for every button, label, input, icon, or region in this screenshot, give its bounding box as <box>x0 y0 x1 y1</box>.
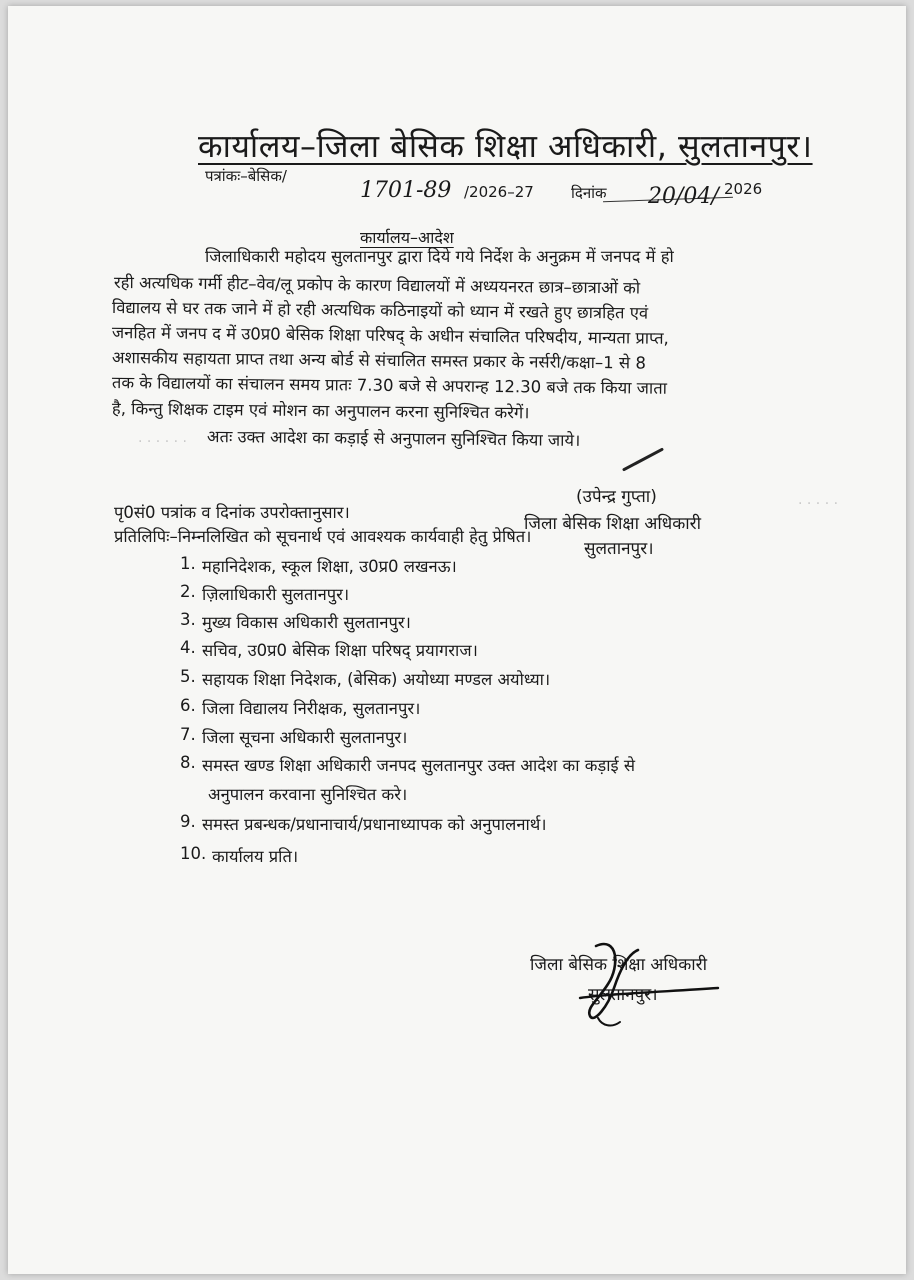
copy-item-number: 2. <box>180 582 196 601</box>
document-page <box>8 6 906 1274</box>
order-line: रही अत्यधिक गर्मी हीट–वेव/लू प्रकोप के कारण विद्यालयों में अध्ययनरत छात्र–छात्राओं को <box>113 273 641 298</box>
copy-item-number: 8. <box>180 753 196 772</box>
copy-item-text: समस्त प्रबन्धक/प्रधानाचार्य/प्रधानाध्यापक को अनुपालनार्थ। <box>202 815 547 834</box>
copy-item-number: 1. <box>180 554 196 573</box>
copy-item-text: ज़िलाधिकारी सुलतानपुर। <box>202 585 350 604</box>
bottom-signatory-designation: जिला बेसिक शिक्षा अधिकारी <box>530 955 708 975</box>
reference-number-handwritten: 1701-89 <box>360 178 452 203</box>
copy-item-text: सहायक शिक्षा निदेशक, (बेसिक) अयोध्या मण्डल अयोध्या। <box>202 670 551 689</box>
copy-item-number: 6. <box>180 696 196 715</box>
order-line: तक के विद्यालयों का संचालन समय प्रातः 7.30 बजे से अपरान्ह 12.30 बजे तक किया जाता <box>111 373 668 398</box>
copy-item-text: जिला सूचना अधिकारी सुलतानपुर। <box>202 728 408 747</box>
copy-item-text: जिला विद्यालय निरीक्षक, सुलतानपुर। <box>202 699 421 718</box>
copy-item-number: 4. <box>180 638 196 657</box>
reference-label: पत्रांकः–बेसिक/ <box>205 167 287 185</box>
order-line: अशासकीय सहायता प्राप्त तथा अन्य बोर्ड से संचालित समस्त प्रकार के नर्सरी/कक्षा–1 से 8 <box>111 348 646 373</box>
reference-year: /2026–27 <box>464 183 534 201</box>
bleed-through-mark: · · · · · · <box>138 434 187 450</box>
handwritten-signature-icon <box>568 936 738 1031</box>
copy-item-number: 7. <box>180 725 196 744</box>
copy-item-number: 3. <box>180 610 196 629</box>
order-line: अतः उक्त आदेश का कड़ाई से अनुपालन सुनिश्चित किया जाये। <box>206 427 581 450</box>
copy-item-number: 10. <box>180 844 207 863</box>
bottom-signatory-place: सुलतानपुर। <box>588 985 658 1005</box>
copy-item-text: समस्त खण्ड शिक्षा अधिकारी जनपद सुलतानपुर उक्त आदेश का कड़ाई से <box>202 756 635 775</box>
copy-item-text: मुख्य विकास अधिकारी सुलतानपुर। <box>202 613 411 632</box>
order-line: है, किन्तु शिक्षक टाइम एवं मोशन का अनुपालन करना सुनिश्चित करेगें। <box>111 399 530 423</box>
copy-to-line: प्रतिलिपिः–निम्नलिखित को सूचनार्थ एवं आवश्यक कार्यवाही हेतु प्रेषित। <box>114 527 532 546</box>
signatory-name: (उपेन्द्र गुप्ता) <box>576 487 657 507</box>
order-line: विद्यालय से घर तक जाने में हो रही अत्यधिक कठिनाइयों को ध्यान में रखते हुए छात्रहित एवं <box>111 298 649 323</box>
copy-item-number: 5. <box>180 667 196 686</box>
copy-item-text: सचिव, उ0प्र0 बेसिक शिक्षा परिषद् प्रयागराज। <box>202 641 478 660</box>
copy-item-text: महानिदेशक, स्कूल शिक्षा, उ0प्र0 लखनऊ। <box>202 557 457 576</box>
signatory-designation: जिला बेसिक शिक्षा अधिकारी <box>524 514 702 534</box>
date-label: दिनांक <box>571 184 607 202</box>
order-title: कार्यालय–आदेश <box>360 228 454 247</box>
signature-stroke <box>622 447 664 471</box>
office-title: कार्यालय–जिला बेसिक शिक्षा अधिकारी, सुलतानपुर। <box>198 127 813 165</box>
copy-reference-line: पृ0सं0 पत्रांक व दिनांक उपरोक्तानुसार। <box>114 503 350 522</box>
copy-item-text: कार्यालय प्रति। <box>212 847 299 866</box>
order-line: जनहित में जनप द में उ0प्र0 बेसिक शिक्षा परिषद् के अधीन संचालित परिषदीय, मान्यता प्राप्त, <box>111 323 669 348</box>
date-year: 2026 <box>724 180 763 198</box>
bleed-through-mark: · · · · · <box>798 496 839 512</box>
date-handwritten: 20/04/ <box>648 184 719 209</box>
copy-item-number: 9. <box>180 812 196 831</box>
copy-item-text: अनुपालन करवाना सुनिश्चित करे। <box>208 785 408 804</box>
signatory-place: सुलतानपुर। <box>584 539 654 559</box>
order-line: जिलाधिकारी महोदय सुलतानपुर द्वारा दिये गये निर्देश के अनुक्रम में जनपद में हो <box>205 247 674 266</box>
